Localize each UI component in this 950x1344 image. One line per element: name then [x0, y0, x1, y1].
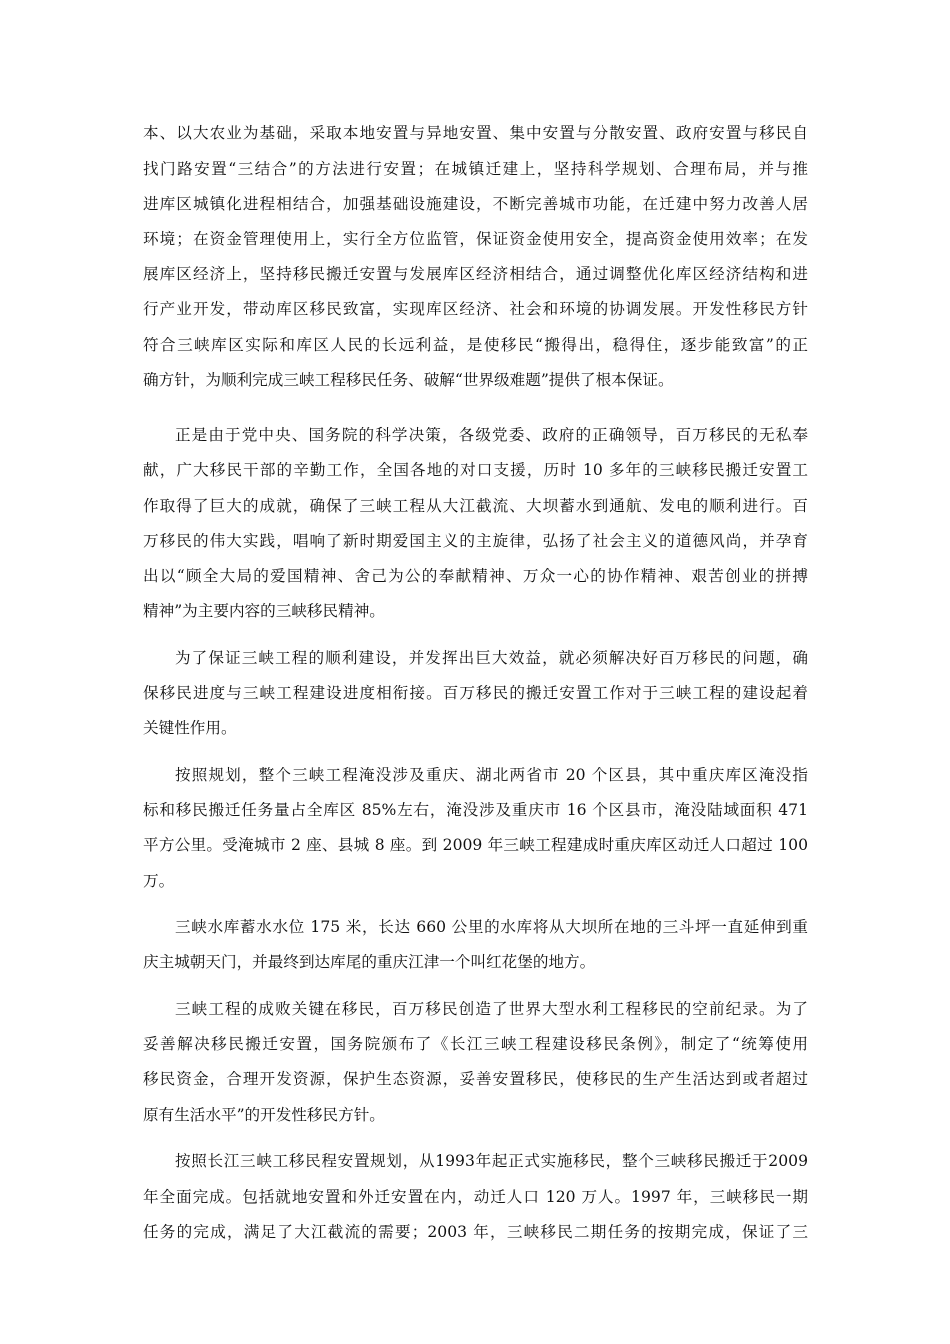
- text-line: 行产业开发，带动库区移民致富，实现库区经济、社会和环境的协调发展。开发性移民方针: [143, 300, 808, 319]
- text-line: 确方针，为顺利完成三峡工程移民任务、破解“世界级难题”提供了根本保证。: [143, 370, 674, 389]
- text-line: 出以“顾全大局的爱国精神、舍己为公的奉献精神、万众一心的协作精神、艰苦创业的拼搏: [143, 567, 808, 586]
- paragraph: [143, 910, 808, 980]
- text-line: 保移民进度与三峡工程建设进度相衔接。百万移民的搬迁安置工作对于三峡工程的建设起着: [143, 684, 808, 703]
- paragraph: [143, 641, 808, 747]
- text-line: 本、以大农业为基础，采取本地安置与异地安置、集中安置与分散安置、政府安置与移民自: [143, 124, 808, 143]
- text-line: 庆主城朝天门，并最终到达库尾的重庆江津一个叫红花堡的地方。: [143, 953, 596, 972]
- text-line: 妥善解决移民搬迁安置，国务院颁布了《长江三峡工程建设移民条例》，制定了“统筹使用: [143, 1035, 808, 1054]
- text-line: 进库区城镇化进程相结合，加强基础设施建设，不断完善城市功能，在迁建中努力改善人居: [143, 194, 808, 213]
- text-line: 环境；在资金管理使用上，实行全方位监管，保证资金使用安全，提高资金使用效率；在发: [143, 229, 808, 248]
- text-line: 展库区经济上，坚持移民搬迁安置与发展库区经济相结合，通过调整优化库区经济结构和进: [143, 265, 808, 284]
- paragraph: [143, 1144, 808, 1250]
- text-line: 任务的完成，满足了大江截流的需要；2003 年，三峡移民二期任务的按期完成，保证了三: [143, 1222, 808, 1241]
- text-line: 关键性作用。: [143, 719, 237, 738]
- text-line: 精神”为主要内容的三峡移民精神。: [143, 602, 385, 621]
- text-line: 三峡水库蓄水水位 175 米，长达 660 公里的水库将从大坝所在地的三斗坪一直延伸到重: [175, 918, 808, 937]
- text-line: 万。: [143, 871, 175, 890]
- paragraph: [143, 116, 808, 398]
- text-line: 平方公里。受淹城市 2 座、县城 8 座。到 2009 年三峡工程建成时重庆库区动迁人口超过 100: [143, 836, 808, 855]
- text-line: 年全面完成。包括就地安置和外迁安置在内，动迁人口 120 万人。1997 年，三峡移民一期: [143, 1187, 808, 1206]
- text-line: 献，广大移民干部的辛勤工作，全国各地的对口支援，历时 10 多年的三峡移民搬迁安置工: [143, 461, 808, 480]
- paragraph: [143, 418, 808, 629]
- text-line: 原有生活水平”的开发性移民方针。: [143, 1105, 385, 1124]
- text-line: 作取得了巨大的成就，确保了三峡工程从大江截流、大坝蓄水到通航、发电的顺利进行。百: [143, 496, 808, 515]
- document-body: [143, 116, 808, 1261]
- text-line: 按照规划，整个三峡工程淹没涉及重庆、湖北两省市 20 个区县，其中重庆库区淹没指: [175, 765, 808, 784]
- text-line: 正是由于党中央、国务院的科学决策，各级党委、政府的正确领导，百万移民的无私奉: [175, 426, 808, 445]
- paragraph: [143, 992, 808, 1133]
- text-line: 万移民的伟大实践，唱响了新时期爱国主义的主旋律，弘扬了社会主义的道德风尚，并孕育: [143, 531, 808, 550]
- text-line: 移民资金，合理开发资源，保护生态资源，妥善安置移民，使移民的生产生活达到或者超过: [143, 1070, 808, 1089]
- text-line: 符合三峡库区实际和库区人民的长远利益，是使移民“搬得出，稳得住，逐步能致富”的正: [143, 335, 808, 354]
- text-line: 按照长江三峡工移民程安置规划，从1993年起正式实施移民，整个三峡移民搬迁于2009: [175, 1152, 808, 1171]
- text-line: 标和移民搬迁任务量占全库区 85%左右，淹没涉及重庆市 16 个区县市，淹没陆域面积 471: [143, 801, 808, 820]
- text-line: 为了保证三峡工程的顺利建设，并发挥出巨大效益，就必须解决好百万移民的问题，确: [175, 648, 808, 667]
- paragraph: [143, 758, 808, 899]
- text-line: 找门路安置“三结合”的方法进行安置；在城镇迁建上，坚持科学规划、合理布局，并与推: [143, 159, 808, 178]
- text-line: 三峡工程的成败关键在移民，百万移民创造了世界大型水利工程移民的空前纪录。为了: [175, 1000, 808, 1019]
